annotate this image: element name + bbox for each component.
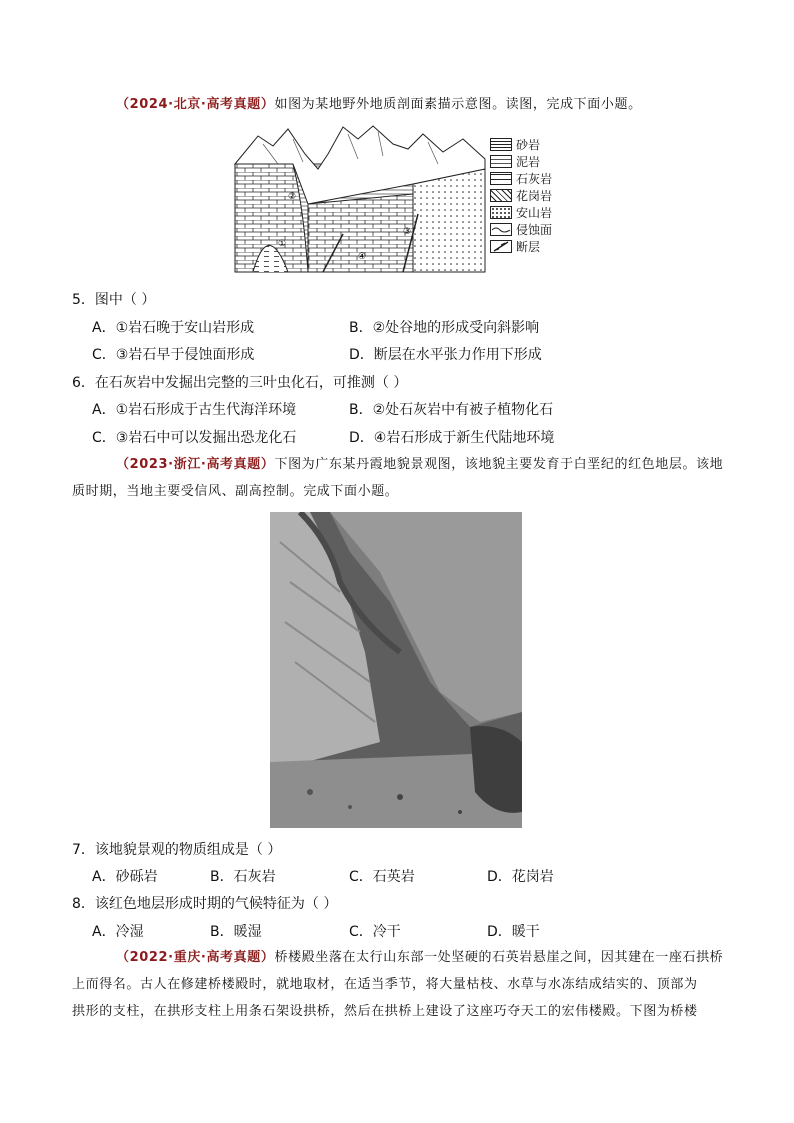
intro-text: 下图为广东某丹霞地貌景观图，该地貌主要发育于白垩纪的红色地层。该地 xyxy=(274,457,724,472)
q5-option-b[interactable]: B．②处谷地的形成受向斜影响 xyxy=(349,320,540,336)
legend-label: 砂岩 xyxy=(516,138,541,152)
erosion-surface-swatch xyxy=(490,223,512,236)
q7-option-b[interactable]: B．石灰岩 xyxy=(210,869,276,885)
q6-option-d[interactable]: D．④岩石形成于新生代陆地环境 xyxy=(349,430,555,446)
intro-text: 桥楼殿坐落在太行山东部一处坚硬的石英岩悬崖之间，因其建在一座石拱桥 xyxy=(274,950,724,965)
legend-sandstone xyxy=(490,136,562,153)
source-tag: （2024·北京·高考真题） xyxy=(116,97,275,112)
question-7: 7．该地貌景观的物质组成是（ ） xyxy=(72,842,282,858)
q8-option-a[interactable]: A．冷湿 xyxy=(92,924,144,940)
marker-1: ① xyxy=(278,239,287,249)
legend-label: 花岗岩 xyxy=(516,189,553,203)
photo-render xyxy=(270,512,522,828)
source-tag: （2023·浙江·高考真题） xyxy=(116,457,275,472)
granite-swatch xyxy=(490,189,512,202)
limestone-swatch xyxy=(490,172,512,185)
marker-4: ④ xyxy=(358,252,367,262)
source-tag: （2022·重庆·高考真题） xyxy=(116,950,275,965)
legend-label: 泥岩 xyxy=(516,155,541,169)
sandstone-swatch xyxy=(490,138,512,151)
question-5: 5．图中（ ） xyxy=(72,292,156,308)
intro-2022-line2: 上而得名。古人在修建桥楼殿时，就地取材，在适当季节，将大量枯枝、水草与水冻结成结实的、顶部为 xyxy=(72,977,698,992)
legend-label: 断层 xyxy=(516,240,541,254)
intro-text: 如图为某地野外地质剖面素描示意图。读图，完成下面小题。 xyxy=(274,97,642,112)
andesite-swatch xyxy=(490,206,512,219)
intro-2023-line1 xyxy=(116,452,756,478)
q6-option-b[interactable]: B．②处石灰岩中有被子植物化石 xyxy=(349,402,554,418)
question-6: 6．在石灰岩中发掘出完整的三叶虫化石，可推测（ ） xyxy=(72,375,408,391)
geologic-section-figure xyxy=(233,124,563,274)
legend-mudstone xyxy=(490,153,562,170)
legend xyxy=(490,136,562,255)
fault-swatch xyxy=(490,240,512,253)
legend-label: 侵蚀面 xyxy=(516,223,553,237)
intro-2023-line2: 质时期，当地主要受信风、副高控制。完成下面小题。 xyxy=(72,484,399,499)
legend-fault xyxy=(490,238,562,255)
question-8: 8．该红色地层形成时期的气候特征为（ ） xyxy=(72,896,338,912)
q5-option-a[interactable]: A．①岩石晚于安山岩形成 xyxy=(92,320,255,336)
q7-option-a[interactable]: A．砂砾岩 xyxy=(92,869,158,885)
legend-label: 安山岩 xyxy=(516,206,553,220)
q6-option-a[interactable]: A．①岩石形成于古生代海洋环境 xyxy=(92,402,297,418)
q8-option-b[interactable]: B．暖湿 xyxy=(210,924,262,940)
mudstone-swatch xyxy=(490,155,512,168)
intro-2022-line3: 拱形的支柱，在拱形支柱上用条石架设拱桥，然后在拱桥上建设了这座巧夺天工的宏伟楼殿。下图为桥楼 xyxy=(72,1004,698,1019)
q6-option-c[interactable]: C．③岩石中可以发掘出恐龙化石 xyxy=(92,430,297,446)
legend-limestone xyxy=(490,170,562,187)
legend-andesite xyxy=(490,204,562,221)
legend-granite xyxy=(490,187,562,204)
legend-erosion-surface xyxy=(490,221,562,238)
intro-2024 xyxy=(116,92,756,118)
danxia-landform-photo xyxy=(270,512,522,828)
section-sketch xyxy=(233,124,488,274)
intro-2022-line1 xyxy=(116,945,756,971)
q5-option-d[interactable]: D．断层在水平张力作用下形成 xyxy=(349,347,542,363)
q7-option-d[interactable]: D．花岗岩 xyxy=(487,869,554,885)
marker-2: ② xyxy=(288,192,297,202)
legend-label: 石灰岩 xyxy=(516,172,553,186)
q8-option-d[interactable]: D．暖干 xyxy=(487,924,540,940)
q8-option-c[interactable]: C．冷干 xyxy=(349,924,401,940)
marker-3: ③ xyxy=(403,227,412,237)
q5-option-c[interactable]: C．③岩石早于侵蚀面形成 xyxy=(92,347,255,363)
q7-option-c[interactable]: C．石英岩 xyxy=(349,869,415,885)
